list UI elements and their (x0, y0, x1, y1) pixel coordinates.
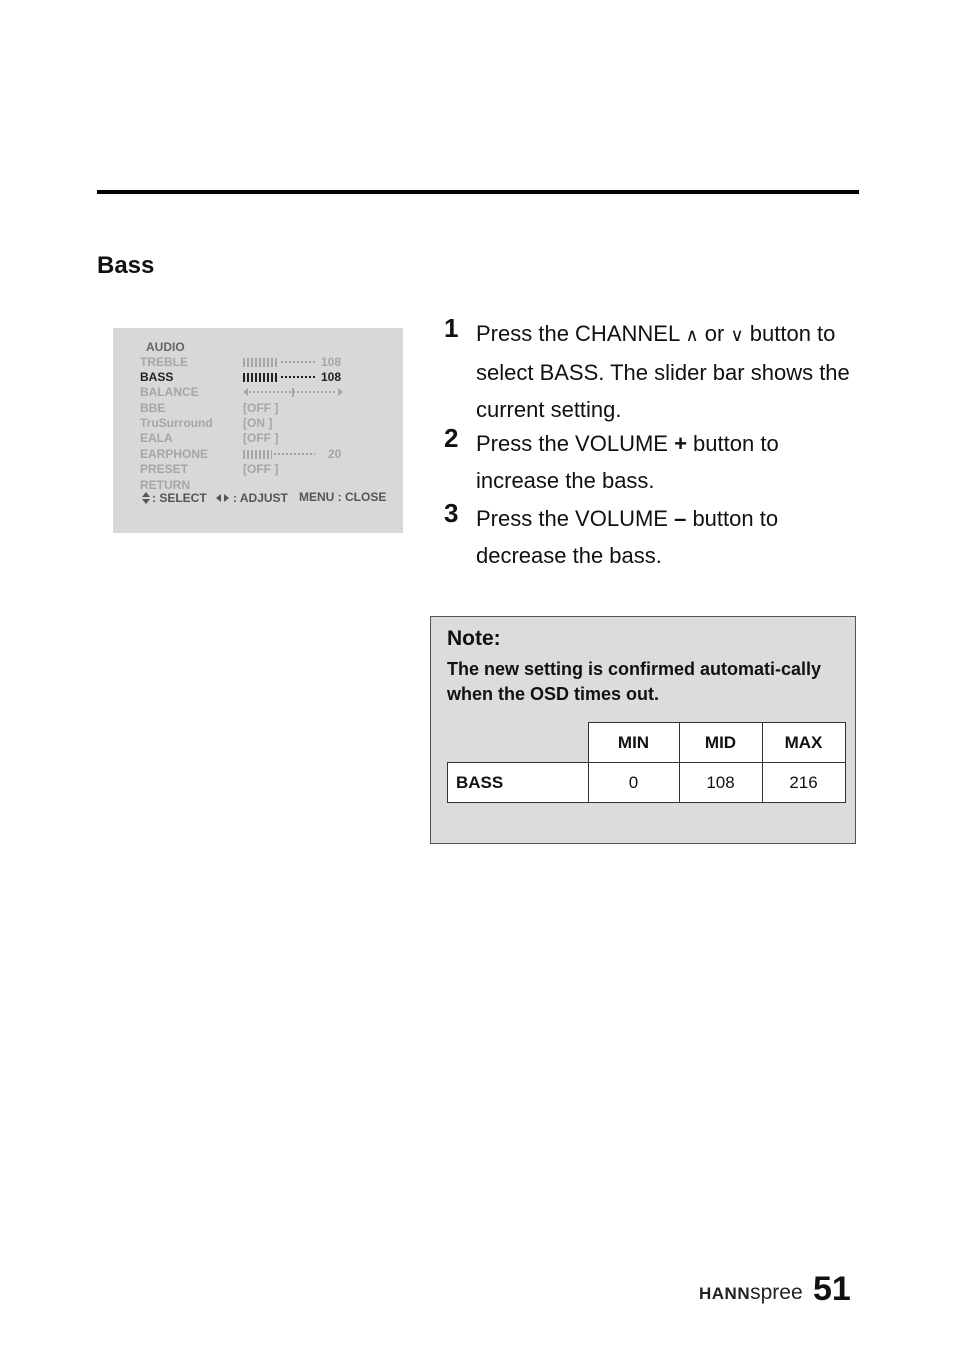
table-header-row (448, 723, 846, 763)
osd-toggle-value: [ON ] (243, 416, 273, 430)
table-header-min: MIN (588, 723, 679, 763)
osd-select-label: : SELECT (152, 491, 207, 505)
left-right-arrows-icon (216, 494, 230, 503)
step-number: 2 (444, 423, 459, 453)
osd-toggle-value: [OFF ] (243, 401, 279, 415)
osd-row-label: RETURN (140, 478, 190, 492)
table-row-label: BASS (448, 763, 589, 803)
table-cell-min: 0 (588, 763, 679, 803)
osd-row-bbe (140, 401, 395, 416)
osd-row-bass (140, 370, 395, 385)
note-text: The new setting is confirmed automati-cally when the OSD times out. (447, 659, 822, 704)
osd-row-value: 108 (321, 355, 342, 369)
step-text: Press the VOLUME + button to increase the bass. (476, 431, 779, 493)
osd-row-value: 108 (321, 370, 342, 384)
table-cell-max: 216 (762, 763, 845, 803)
note-title: Note: (447, 627, 501, 650)
channel-up-icon: ∧ (685, 325, 699, 345)
osd-row-label: EALA (140, 431, 173, 445)
note-box (430, 616, 856, 844)
osd-close-hint: MENU : CLOSE (299, 490, 387, 504)
osd-select-hint (142, 491, 207, 505)
page-number: 51 (813, 1270, 851, 1308)
section-title: Bass (97, 252, 155, 279)
header-rule (97, 190, 859, 194)
table-row (448, 763, 846, 803)
brand-logo: HANNspree (699, 1281, 803, 1304)
osd-row-label: TruSurround (140, 416, 213, 430)
volume-minus-symbol: – (674, 506, 687, 531)
osd-row-label: EARPHONE (140, 447, 209, 461)
osd-row-label: PRESET (140, 462, 189, 476)
osd-row-label: TREBLE (140, 355, 188, 369)
table-header-mid: MID (679, 723, 762, 763)
up-down-arrows-icon (142, 492, 150, 504)
step-text: Press the VOLUME – button to decrease the bass. (476, 506, 779, 568)
bass-range-table (447, 722, 846, 803)
table-cell-mid: 108 (679, 763, 762, 803)
channel-down-icon: ∨ (730, 325, 744, 345)
osd-row-balance (140, 385, 395, 400)
osd-row-label: BBE (140, 401, 166, 415)
table-header-max: MAX (762, 723, 845, 763)
volume-plus-symbol: + (674, 431, 687, 456)
osd-menu-title: AUDIO (146, 340, 185, 354)
osd-row-eala (140, 431, 395, 446)
step-text: Press the CHANNEL ∧ or ∨ button to select BASS. The slider bar shows the current setting. (476, 321, 850, 422)
osd-row-preset (140, 462, 395, 477)
osd-adjust-label: : ADJUST (233, 491, 288, 505)
osd-row-value: 20 (328, 447, 342, 461)
osd-row-treble (140, 355, 395, 370)
osd-toggle-value: [OFF ] (243, 431, 279, 445)
step-number: 3 (444, 498, 459, 528)
osd-toggle-value: [OFF ] (243, 462, 279, 476)
osd-row-label: BASS (140, 370, 174, 384)
osd-row-earphone (140, 447, 395, 462)
step-number: 1 (444, 313, 459, 343)
osd-adjust-hint (216, 491, 288, 505)
osd-row-trusurround (140, 416, 395, 431)
osd-row-label: BALANCE (140, 385, 199, 399)
osd-audio-menu (113, 328, 403, 533)
